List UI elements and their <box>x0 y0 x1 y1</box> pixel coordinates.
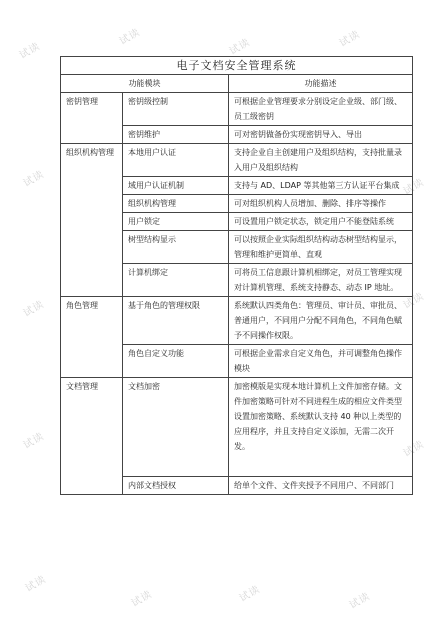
document-title: 电子文档安全管理系统 <box>61 57 413 75</box>
description-header: 功能描述 <box>229 75 413 93</box>
description-cell: 可根据企业管理要求分别设定企业级、部门级、员工级密钥 <box>229 93 413 126</box>
watermark: 试读 <box>23 573 49 595</box>
feature-table <box>60 56 413 495</box>
watermark: 试读 <box>227 36 253 58</box>
description-cell: 可对组织机构人员增加、删除、排序等操作 <box>229 195 413 213</box>
function-cell: 角色自定义功能 <box>123 345 229 378</box>
description-cell: 给单个文件、文件夹授予不同用户、不同部门 <box>229 477 413 495</box>
watermark: 试读 <box>21 168 47 190</box>
description-cell: 可根据企业需求自定义角色，并可调整角色操作模块 <box>229 345 413 378</box>
description-cell: 支持企业自主创建用户及组织结构，支持批量录入用户及组织结构 <box>229 144 413 177</box>
watermark: 试读 <box>117 26 143 48</box>
watermark: 试读 <box>337 28 363 50</box>
watermark: 试读 <box>21 430 47 452</box>
watermark: 试读 <box>401 290 427 312</box>
module-cell: 密钥管理 <box>61 93 123 144</box>
watermark: 试读 <box>401 176 427 198</box>
function-cell: 计算机绑定 <box>123 264 229 297</box>
table-row <box>61 378 413 477</box>
table-header-row <box>61 75 413 93</box>
table-row <box>61 297 413 345</box>
description-cell: 可以按照企业实际组织结构动态树型结构显示，管理和维护更简单、直观 <box>229 231 413 264</box>
function-cell: 基于角色的管理权限 <box>123 297 229 345</box>
table-row <box>61 144 413 177</box>
module-cell: 角色管理 <box>61 297 123 378</box>
description-cell: 系统默认四类角色：管理员、审计员、审批员、普通用户，不同用户分配不同角色，不同角色赋予不同操作权限。 <box>229 297 413 345</box>
watermark: 试读 <box>129 588 155 610</box>
module-cell: 文档管理 <box>61 378 123 495</box>
function-cell: 树型结构显示 <box>123 231 229 264</box>
function-cell: 内部文档授权 <box>123 477 229 495</box>
watermark: 试读 <box>21 298 47 320</box>
description-cell: 加密模版是实现本地计算机上文件加密存储。文件加密策略可针对不同进程生成的相应文件类型设置加密策略、系统默认支持 40 种以上类型的应用程序，并且支持自定义添加，无需二次开发。 <box>229 378 413 477</box>
description-cell: 可对密钥做备份实现密钥导入、导出 <box>229 126 413 144</box>
table-row <box>61 93 413 126</box>
module-header: 功能模块 <box>61 75 229 93</box>
function-cell: 组织机构管理 <box>123 195 229 213</box>
function-cell: 文档加密 <box>123 378 229 477</box>
function-cell: 密钥级控制 <box>123 93 229 126</box>
module-cell: 组织机构管理 <box>61 144 123 297</box>
watermark: 试读 <box>347 590 373 612</box>
function-cell: 密钥维护 <box>123 126 229 144</box>
description-cell: 可设置用户锁定状态，锁定用户不能登陆系统 <box>229 213 413 231</box>
table-title-row <box>61 57 413 75</box>
function-cell: 用户锁定 <box>123 213 229 231</box>
description-cell: 支持与 AD、LDAP 等其他第三方认证平台集成 <box>229 177 413 195</box>
watermark: 试读 <box>401 438 427 460</box>
function-cell: 本地用户认证 <box>123 144 229 177</box>
watermark: 试读 <box>237 583 263 605</box>
function-cell: 域用户认证机制 <box>123 177 229 195</box>
watermark: 试读 <box>17 40 43 62</box>
description-cell: 可将员工信息跟计算机相绑定，对员工管理实现对计算机管理、系统支持静态、动态 IP 地址。 <box>229 264 413 297</box>
